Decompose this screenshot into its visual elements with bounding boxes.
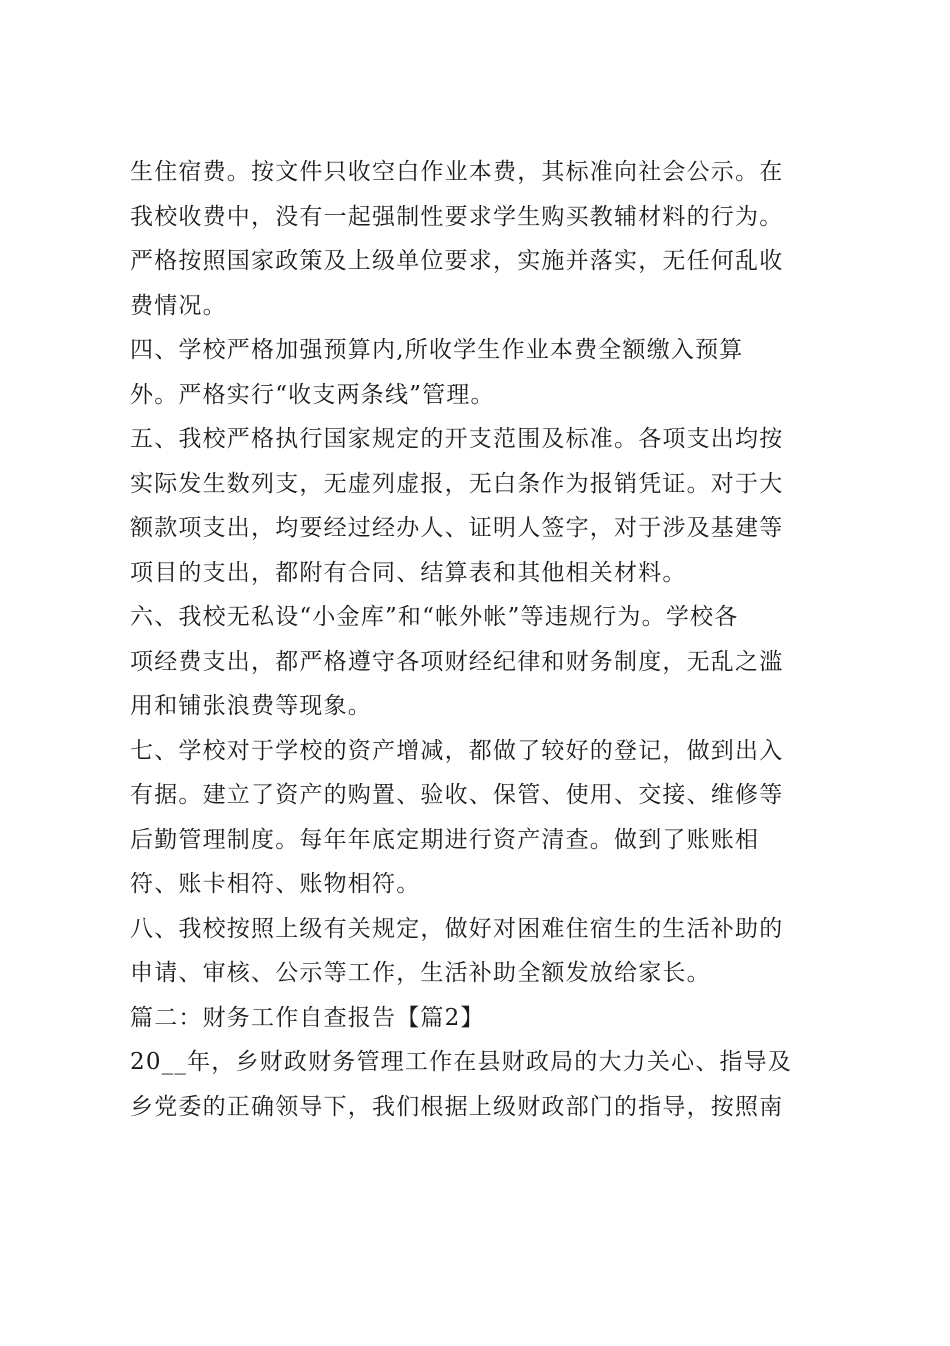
- text-line: 有据。建立了资产的购置、验收、保管、使用、交接、维修等: [130, 782, 784, 808]
- text-line: 项目的支出，都附有合同、结算表和其他相关材料。: [130, 559, 687, 586]
- text-line: 四、学校严格加强预算内,所收学生作业本费全额缴入预算: [130, 337, 744, 363]
- text-line: 费情况。: [130, 292, 227, 319]
- text-line: 后勤管理制度。每年年底定期进行资产清查。做到了账账相: [130, 826, 760, 853]
- text-line: 20__年，乡财政财务管理工作在县财政局的大力关心、指导及: [130, 1049, 793, 1075]
- text-line: 七、学校对于学校的资产增减，都做了较好的登记，做到出入: [130, 737, 784, 764]
- text-line: 八、我校按照上级有关规定，做好对困难住宿生的生活补助的: [130, 915, 784, 942]
- text-line: 项经费支出，都严格遵守各项财经纪律和财务制度，无乱之滥: [130, 648, 784, 675]
- document-body: [130, 150, 830, 1129]
- text-line: 生住宿费。按文件只收空白作业本费，其标准向社会公示。在: [130, 159, 784, 185]
- text-line: 严格按照国家政策及上级单位要求，实施并落实，无任何乱收: [130, 248, 784, 274]
- text-line: 外。严格实行“收支两条线”管理。: [130, 381, 495, 408]
- text-line: 申请、审核、公示等工作，生活补助全额发放给家长。: [130, 960, 711, 986]
- text-line: 乡党委的正确领导下，我们根据上级财政部门的指导，按照南: [130, 1093, 784, 1120]
- text-line: 五、我校严格执行国家规定的开支范围及标准。各项支出均按: [130, 426, 784, 452]
- text-line: 额款项支出，均要经过经办人、证明人签字，对于涉及基建等: [130, 515, 784, 541]
- text-line: 符、账卡相符、账物相符。: [130, 871, 421, 897]
- text-line: 六、我校无私设“小金库”和“帐外帐”等违规行为。学校各: [130, 604, 739, 630]
- section-heading: 篇二：财务工作自查报告【篇2】: [130, 1004, 485, 1031]
- text-line: 我校收费中，没有一起强制性要求学生购买教辅材料的行为。: [130, 203, 784, 230]
- text-line: 用和铺张浪费等现象。: [130, 693, 372, 719]
- text-line: 实际发生数列支，无虚列虚报，无白条作为报销凭证。对于大: [130, 470, 784, 497]
